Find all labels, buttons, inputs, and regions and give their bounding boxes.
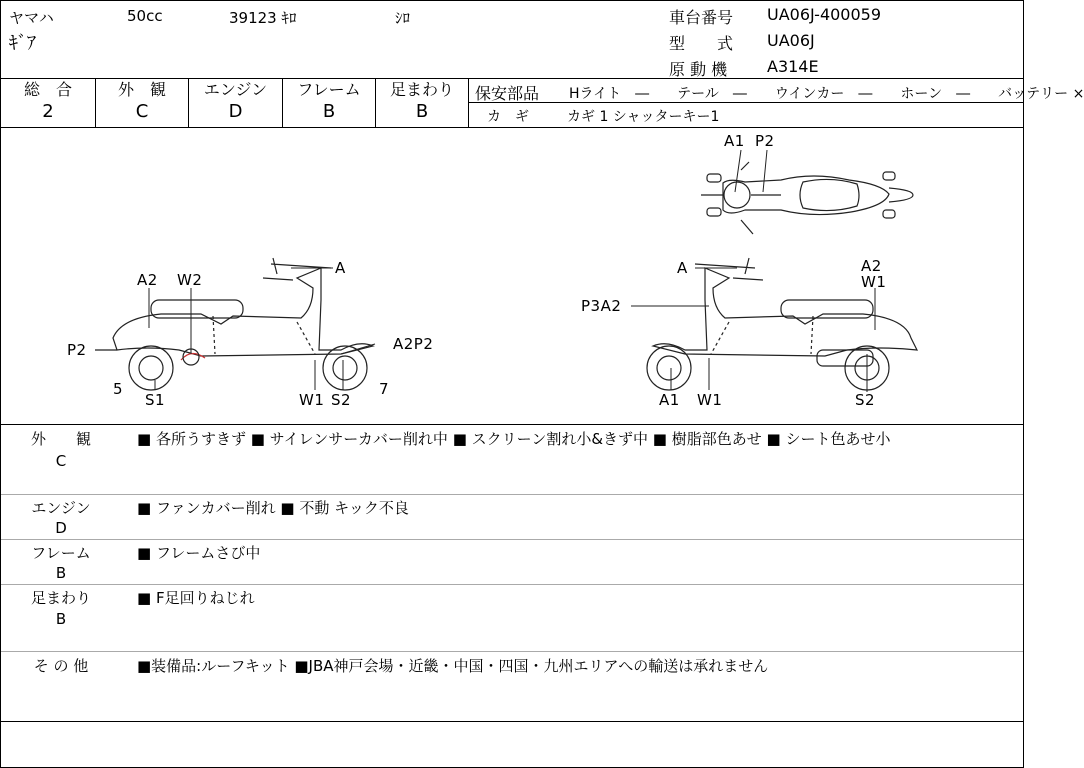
- divider: [1, 584, 1023, 585]
- diagram-label: 5: [113, 380, 124, 398]
- grade-suspension: [376, 79, 468, 127]
- diagram-label: W1: [861, 273, 887, 291]
- section-text: ■ 各所うすきず ■ サイレンサーカバー削れ中 ■ スクリーン割れ小&きず中 ■ 樹脂部色あせ ■ シート色あせ小: [137, 430, 891, 448]
- diagram-label: A2: [861, 257, 882, 275]
- diagram-label: S1: [145, 391, 166, 409]
- grade-exterior: [96, 79, 188, 127]
- safety-items: Hライト ― テール ― ウインカー ― ホーン ― バッテリー ×: [569, 86, 1084, 102]
- diagram-label: A1: [724, 132, 745, 150]
- grade-value: D: [228, 101, 243, 122]
- grade-label: エンジン: [203, 80, 268, 99]
- grade-engine: [189, 79, 282, 127]
- mileage: 39123 ｷﾛ: [229, 9, 297, 27]
- diagram-label: A: [677, 259, 688, 277]
- diagram-label: P3A2: [581, 297, 622, 315]
- divider: [1, 424, 1023, 425]
- divider: [1, 651, 1023, 652]
- section-label: 外 観: [30, 430, 91, 448]
- chassis-value: UA06J-400059: [767, 5, 882, 24]
- diagram-label: S2: [331, 391, 352, 409]
- top-view-scooter: [701, 162, 913, 234]
- diagram-label: A: [335, 259, 346, 277]
- diagram-label: W1: [299, 391, 325, 409]
- color: ｼﾛ: [395, 9, 411, 27]
- grade-frame: [283, 79, 375, 127]
- grade-value: 2: [42, 101, 54, 122]
- section-label: フレーム: [31, 544, 91, 562]
- section-text: ■ ファンカバー削れ ■ 不動 キック不良: [137, 499, 409, 517]
- section-label: エンジン: [31, 499, 91, 517]
- divider: [468, 78, 469, 127]
- diagram-label: W2: [177, 271, 203, 289]
- diagram-label: A2: [137, 271, 158, 289]
- grade-label: フレーム: [297, 80, 361, 99]
- key-label: カ ギ: [487, 109, 529, 125]
- grade-label: 足まわり: [389, 80, 454, 99]
- section-grade: B: [55, 564, 67, 582]
- diagram-label: W1: [697, 391, 723, 409]
- engine-label: 原 動 機: [669, 60, 728, 79]
- chassis-label: 車台番号: [669, 8, 734, 27]
- section-text: ■ フレームさび中: [137, 544, 261, 562]
- grade-overall: [1, 79, 95, 127]
- grade-label: 総 合: [23, 80, 72, 99]
- grade-label: 外 観: [117, 80, 166, 99]
- key-value: カギ 1 シャッターキー1: [567, 109, 720, 125]
- type-label: 型 式: [669, 34, 734, 53]
- grade-value: B: [415, 101, 429, 122]
- diagram-label: A1: [659, 391, 680, 409]
- diagram-label: P2: [755, 132, 775, 150]
- divider: [1, 721, 1023, 722]
- displacement: 50cc: [127, 7, 163, 25]
- diagram-label: P2: [67, 341, 87, 359]
- divider: [1, 539, 1023, 540]
- model-name: ｷﾞｱ: [9, 33, 36, 54]
- diagram-label: S2: [855, 391, 876, 409]
- maker: ヤマハ: [9, 9, 54, 27]
- section-text: ■装備品:ルーフキット ■JBA神戸会場・近畿・中国・四国・九州エリアへの輸送は承れません: [137, 657, 769, 675]
- section-grade: D: [55, 519, 67, 537]
- diagram-label: 7: [379, 380, 390, 398]
- divider: [1, 494, 1023, 495]
- section-grade: C: [55, 452, 67, 470]
- grade-value: C: [135, 101, 149, 122]
- diagram-label: A2P2: [393, 335, 434, 353]
- section-label: 足まわり: [30, 589, 91, 607]
- section-label: そ の 他: [33, 657, 89, 675]
- section-text: ■ F足回りねじれ: [137, 589, 255, 607]
- type-value: UA06J: [767, 31, 815, 50]
- safety-title: 保安部品: [475, 84, 540, 103]
- engine-value: A314E: [767, 57, 819, 76]
- section-grade: B: [55, 610, 67, 628]
- grade-value: B: [322, 101, 336, 122]
